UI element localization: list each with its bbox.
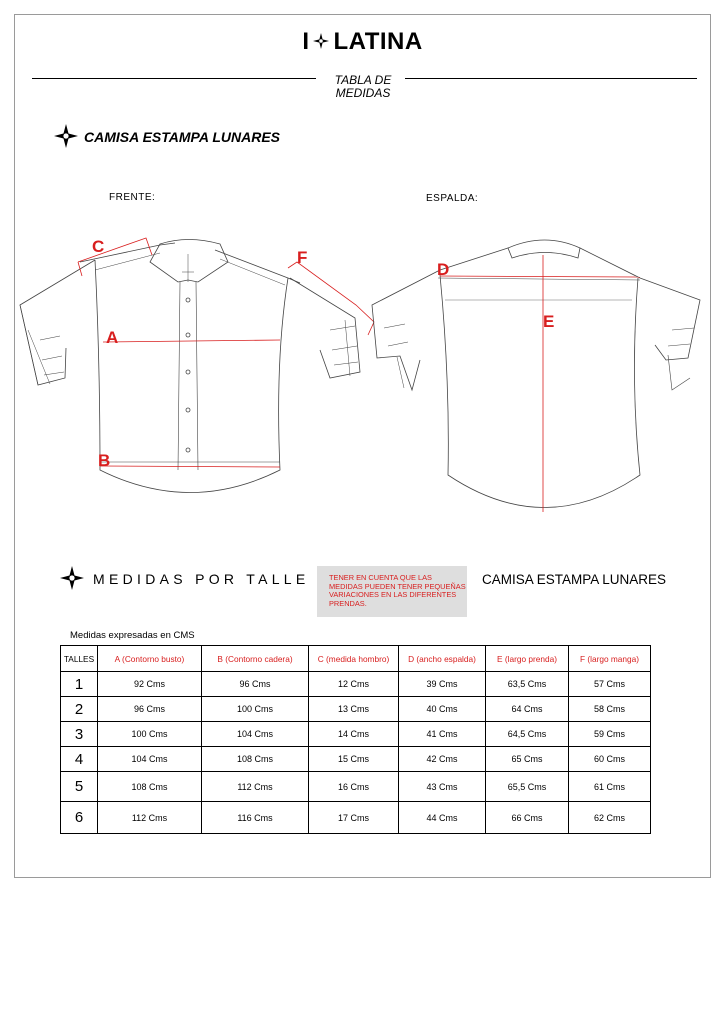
table-cell: 17 Cms — [309, 802, 399, 834]
table-cell: 100 Cms — [98, 722, 202, 747]
size-cell: 3 — [61, 722, 98, 747]
size-cell: 1 — [61, 672, 98, 697]
table-cell: 104 Cms — [202, 722, 309, 747]
back-view-label: ESPALDA: — [426, 193, 479, 204]
front-measure-lines — [78, 238, 374, 467]
marker-d: D — [437, 260, 450, 279]
marker-f: F — [297, 248, 308, 267]
star-icon — [60, 566, 84, 590]
table-cell: 59 Cms — [569, 722, 651, 747]
front-view-label: FRENTE: — [109, 192, 156, 203]
table-row — [61, 697, 651, 722]
header-c: C (medida hombro) — [309, 646, 399, 672]
header-a: A (Contorno busto) — [98, 646, 202, 672]
size-cell: 5 — [61, 772, 98, 802]
header-b: B (Contorno cadera) — [202, 646, 309, 672]
front-shirt-drawing — [20, 240, 360, 493]
table-row — [61, 747, 651, 772]
table-cell: 62 Cms — [569, 802, 651, 834]
table-cell: 16 Cms — [309, 772, 399, 802]
marker-c: C — [92, 237, 105, 256]
table-cell: 96 Cms — [202, 672, 309, 697]
back-measure-lines — [440, 255, 640, 512]
measure-line-d — [440, 276, 640, 277]
table-cell: 63,5 Cms — [486, 672, 569, 697]
table-cell: 64,5 Cms — [486, 722, 569, 747]
header-d: D (ancho espalda) — [399, 646, 486, 672]
table-cell: 108 Cms — [98, 772, 202, 802]
table-cell: 44 Cms — [399, 802, 486, 834]
size-cell: 4 — [61, 747, 98, 772]
table-cell: 57 Cms — [569, 672, 651, 697]
table-cell: 58 Cms — [569, 697, 651, 722]
marker-e: E — [543, 312, 555, 331]
header-talles: TALLES — [61, 646, 98, 672]
doc-title-line2: MEDIDAS — [335, 86, 391, 100]
table-header-row — [61, 646, 651, 672]
table-cell: 12 Cms — [309, 672, 399, 697]
marker-a: A — [106, 328, 119, 347]
back-shirt-drawing — [372, 240, 700, 508]
size-section-title: MEDIDAS POR TALLE — [93, 571, 310, 587]
measure-line-c — [78, 238, 152, 276]
table-cell: 40 Cms — [399, 697, 486, 722]
table-cell: 65,5 Cms — [486, 772, 569, 802]
table-row — [61, 772, 651, 802]
table-cell: 14 Cms — [309, 722, 399, 747]
table-cell: 41 Cms — [399, 722, 486, 747]
units-label: Medidas expresadas en CMS — [70, 630, 195, 641]
brand-name: LATINA — [333, 28, 423, 55]
table-cell: 100 Cms — [202, 697, 309, 722]
doc-title-line1: TABLA DE — [334, 73, 392, 87]
table-cell: 92 Cms — [98, 672, 202, 697]
table-cell: 64 Cms — [486, 697, 569, 722]
table-cell: 42 Cms — [399, 747, 486, 772]
table-cell: 13 Cms — [309, 697, 399, 722]
table-cell: 60 Cms — [569, 747, 651, 772]
table-row — [61, 672, 651, 697]
variation-note: TENER EN CUENTA QUE LAS MEDIDAS PUEDEN TENER PEQUEÑAS VARIACIONES EN LAS DIFERENTES PRENDAS. — [317, 566, 467, 617]
table-cell: 96 Cms — [98, 697, 202, 722]
table-row — [61, 802, 651, 834]
table-cell: 112 Cms — [98, 802, 202, 834]
table-cell: 112 Cms — [202, 772, 309, 802]
brand-prefix: I — [302, 28, 310, 55]
measure-line-a — [103, 340, 280, 342]
size-cell: 6 — [61, 802, 98, 834]
size-table — [60, 645, 651, 834]
table-row — [61, 722, 651, 747]
header-e: E (largo prenda) — [486, 646, 569, 672]
table-cell: 104 Cms — [98, 747, 202, 772]
table-cell: 39 Cms — [399, 672, 486, 697]
table-cell: 108 Cms — [202, 747, 309, 772]
measure-line-f — [288, 262, 374, 335]
table-cell: 15 Cms — [309, 747, 399, 772]
table-cell: 65 Cms — [486, 747, 569, 772]
product-title: CAMISA ESTAMPA LUNARES — [84, 129, 280, 145]
measure-line-b — [100, 466, 280, 467]
size-section-product: CAMISA ESTAMPA LUNARES — [482, 572, 667, 587]
table-cell: 61 Cms — [569, 772, 651, 802]
size-cell: 2 — [61, 697, 98, 722]
marker-b: B — [98, 451, 111, 470]
table-cell: 116 Cms — [202, 802, 309, 834]
table-cell: 66 Cms — [486, 802, 569, 834]
header-f: F (largo manga) — [569, 646, 651, 672]
table-cell: 43 Cms — [399, 772, 486, 802]
